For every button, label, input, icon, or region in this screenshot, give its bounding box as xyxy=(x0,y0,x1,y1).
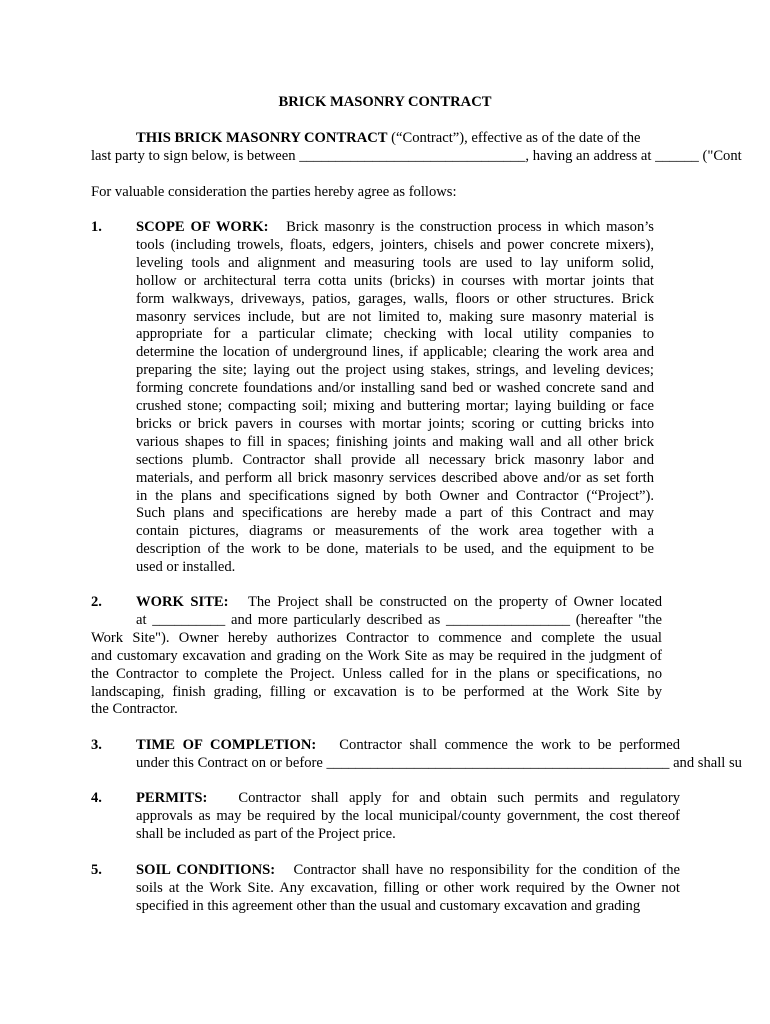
section-line: hollow or architectural terra cotta units (bricks) in courses with mortar joints that xyxy=(136,272,654,289)
section-line: the Contractor. xyxy=(91,701,178,718)
section-line xyxy=(136,593,662,611)
section-number: 4. xyxy=(91,790,102,806)
section-text: Contractor shall commence the work to be performed xyxy=(339,737,680,753)
section-line: at __________ and more particularly described as _________________ (hereafter "the xyxy=(136,611,662,628)
section-line: approvals as may be required by the local municipal/county government, the cost thereof xyxy=(136,807,680,824)
section-text: The Project shall be constructed on the property of Owner located xyxy=(247,594,662,610)
section-line xyxy=(136,789,680,807)
section-text: Brick masonry is the construction process in which mason’s xyxy=(286,219,654,235)
section-line: under this Contract on or before _______________________________________________ and shall su xyxy=(136,754,742,771)
section-line: shall be included as part of the Project price. xyxy=(136,825,396,842)
document-title: BRICK MASONRY CONTRACT xyxy=(278,94,492,110)
intro-line-1 xyxy=(136,129,641,147)
intro-bold: THIS BRICK MASONRY CONTRACT xyxy=(136,130,388,146)
section-line: bricks or brick pavers in courses with mortar joints; scoring or cutting bricks into xyxy=(136,415,654,432)
section-line: sections plumb. Contractor shall provide all necessary brick masonry labor and xyxy=(136,451,654,468)
section-line: landscaping, finish grading, filling or excavation is to be performed at the Work Site by xyxy=(91,683,662,700)
section-line: form walkways, driveways, patios, garages, walls, floors or other structures. Brick xyxy=(136,290,654,307)
section-heading: WORK SITE: xyxy=(136,594,229,610)
section-number: 1. xyxy=(91,219,102,235)
section-line: various shapes to fill in spaces; finishing joints and making wall and all other brick xyxy=(136,433,654,450)
section-heading: TIME OF COMPLETION: xyxy=(136,737,317,753)
section-text: Contractor shall apply for and obtain such permits and regulatory xyxy=(238,790,680,806)
preamble: For valuable consideration the parties hereby agree as follows: xyxy=(91,184,457,200)
section-line xyxy=(136,861,680,879)
section-line: the Contractor to complete the Project. Unless called for in the plans or specifications, no xyxy=(91,665,662,682)
section-number: 3. xyxy=(91,737,102,753)
intro-text: (“Contract”), effective as of the date of the xyxy=(387,130,641,146)
section-line: forming concrete foundations and/or installing sand bed or washed concrete sand and xyxy=(136,380,654,397)
section-line: appropriate for a particular climate; checking with local utility companies to xyxy=(136,326,654,343)
section-line xyxy=(136,736,680,754)
section-line: masonry services include, but are not limited to, making sure masonry material is xyxy=(136,308,654,325)
section-line xyxy=(136,218,654,236)
section-line: contain pictures, diagrams or measurements of the work area together with a xyxy=(136,523,654,540)
section-line: Such plans and specifications are hereby made a part of this Contract and may xyxy=(136,505,654,522)
section-heading: SCOPE OF WORK: xyxy=(136,219,269,235)
section-line: and customary excavation and grading on the Work Site as may be required in the judgment of xyxy=(91,647,662,664)
section-line: determine the location of underground lines, if applicable; clearing the work area and xyxy=(136,344,654,361)
section-line: specified in this agreement other than the usual and customary excavation and grading xyxy=(136,897,641,914)
section-text: Contractor shall have no responsibility for the condition of the xyxy=(293,862,680,878)
section-line: leveling tools and alignment and measuring tools are used to lay uniform solid, xyxy=(136,254,654,271)
section-line: materials, and perform all brick masonry services described above and/or as set forth xyxy=(136,469,654,486)
section-line: in the plans and specifications signed by both Owner and Contractor (“Project”). xyxy=(136,487,654,504)
section-line: Work Site"). Owner hereby authorizes Contractor to commence and complete the usual xyxy=(91,629,662,646)
section-line: used or installed. xyxy=(136,559,236,576)
section-number: 5. xyxy=(91,862,102,878)
section-heading: SOIL CONDITIONS: xyxy=(136,862,276,878)
section-heading: PERMITS: xyxy=(136,790,208,806)
section-line: crushed stone; compacting soil; mixing and buttering mortar; laying building or face xyxy=(136,398,654,414)
section-line: preparing the site; laying out the project using stakes, strings, and leveling devices; xyxy=(136,362,654,379)
section-number: 2. xyxy=(91,594,102,610)
section-line: description of the work to be done, materials to be used, and the equipment to be xyxy=(136,541,654,558)
section-line: soils at the Work Site. Any excavation, filling or other work required by the Owner not xyxy=(136,879,680,896)
section-line: tools (including trowels, floats, edgers, jointers, chisels and power concrete mixers), xyxy=(136,236,654,253)
intro-line-2: last party to sign below, is between _______________________________, having an address at ______ ("Cont xyxy=(91,148,742,164)
